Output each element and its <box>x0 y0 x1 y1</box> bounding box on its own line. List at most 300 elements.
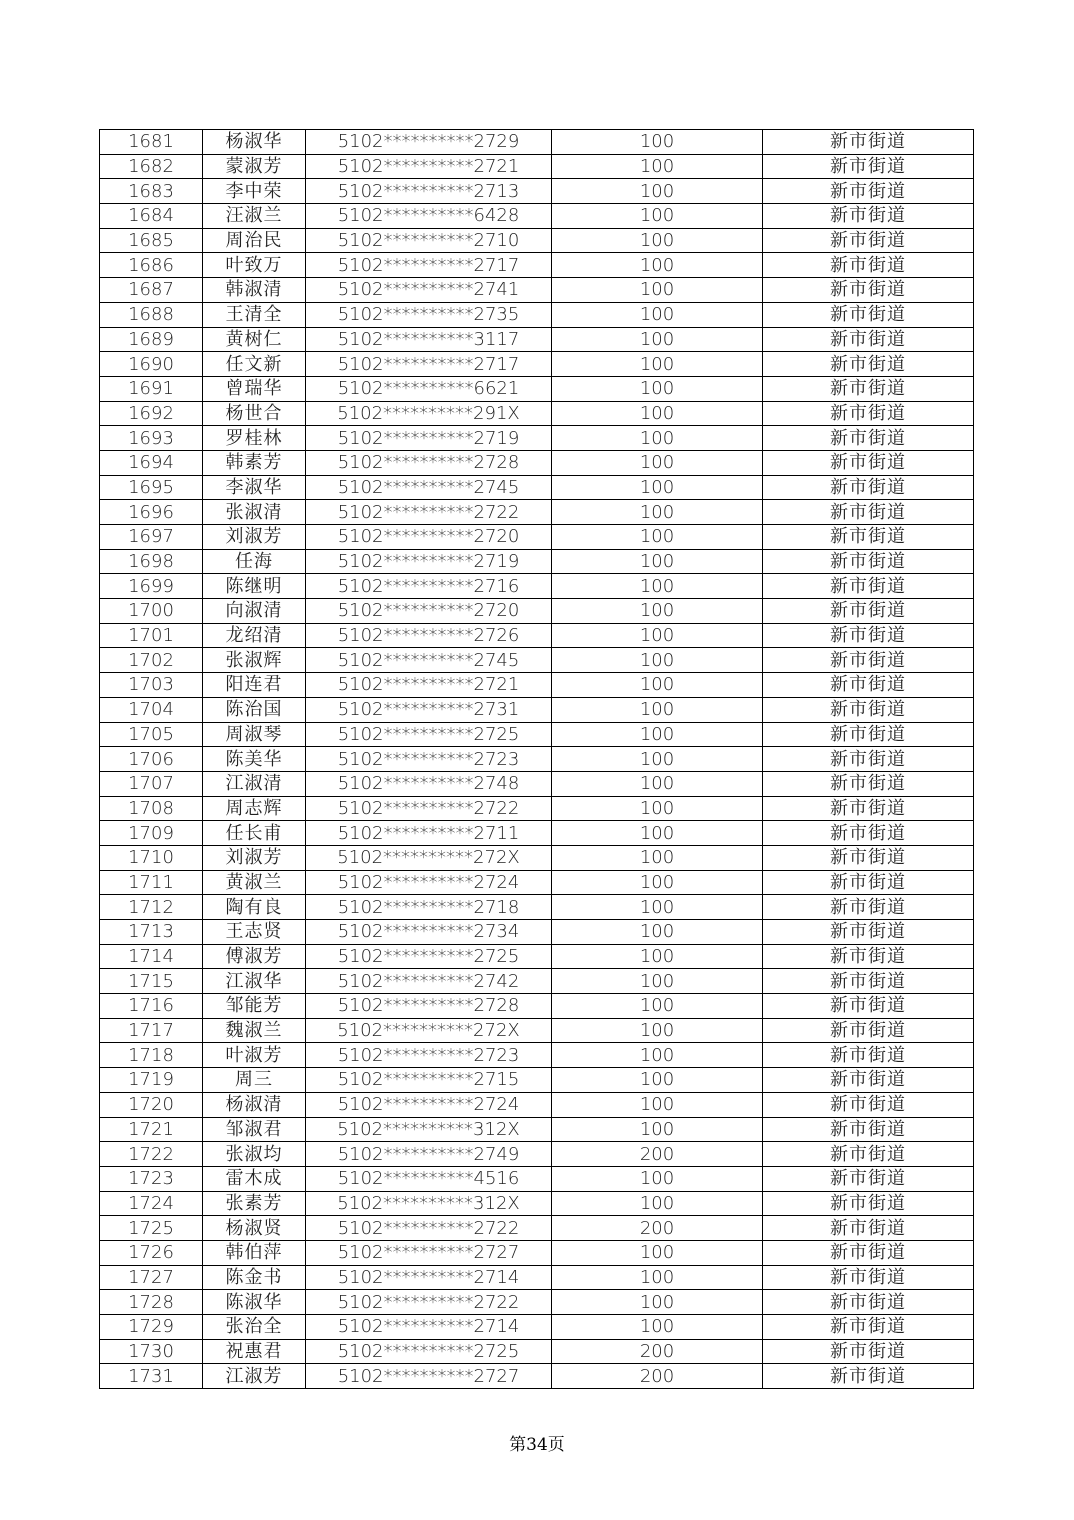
street-cell: 新市街道 <box>763 302 974 327</box>
amount-cell: 100 <box>552 1068 763 1093</box>
row-number-cell: 1689 <box>100 327 203 352</box>
name-cell: 陈金书 <box>203 1265 306 1290</box>
id-number-cell: 5102**********2713 <box>306 179 552 204</box>
street-cell: 新市街道 <box>763 352 974 377</box>
amount-cell: 100 <box>552 895 763 920</box>
amount-cell: 100 <box>552 179 763 204</box>
street-cell: 新市街道 <box>763 179 974 204</box>
amount-cell: 100 <box>552 1092 763 1117</box>
street-cell: 新市街道 <box>763 1092 974 1117</box>
name-cell: 邹淑君 <box>203 1117 306 1142</box>
amount-cell: 100 <box>552 994 763 1019</box>
name-cell: 李淑华 <box>203 475 306 500</box>
street-cell: 新市街道 <box>763 475 974 500</box>
row-number-cell: 1723 <box>100 1166 203 1191</box>
row-number-cell: 1712 <box>100 895 203 920</box>
id-number-cell: 5102**********2716 <box>306 574 552 599</box>
street-cell: 新市街道 <box>763 401 974 426</box>
street-cell: 新市街道 <box>763 722 974 747</box>
id-number-cell: 5102**********2723 <box>306 1043 552 1068</box>
street-cell: 新市街道 <box>763 969 974 994</box>
id-number-cell: 5102**********2714 <box>306 1265 552 1290</box>
table-row <box>100 623 974 648</box>
row-number-cell: 1683 <box>100 179 203 204</box>
table-row <box>100 1290 974 1315</box>
name-cell: 王志贤 <box>203 920 306 945</box>
row-number-cell: 1695 <box>100 475 203 500</box>
table-row <box>100 920 974 945</box>
table-row <box>100 154 974 179</box>
name-cell: 周淑琴 <box>203 722 306 747</box>
amount-cell: 100 <box>552 549 763 574</box>
id-number-cell: 5102**********6428 <box>306 204 552 229</box>
name-cell: 张淑均 <box>203 1142 306 1167</box>
table-row <box>100 1216 974 1241</box>
table-row <box>100 771 974 796</box>
row-number-cell: 1701 <box>100 623 203 648</box>
name-cell: 杨淑华 <box>203 130 306 155</box>
street-cell: 新市街道 <box>763 327 974 352</box>
street-cell: 新市街道 <box>763 1265 974 1290</box>
amount-cell: 100 <box>552 969 763 994</box>
row-number-cell: 1696 <box>100 500 203 525</box>
street-cell: 新市街道 <box>763 549 974 574</box>
id-number-cell: 5102**********2711 <box>306 821 552 846</box>
id-number-cell: 5102**********2749 <box>306 1142 552 1167</box>
amount-cell: 100 <box>552 278 763 303</box>
table-row <box>100 327 974 352</box>
row-number-cell: 1690 <box>100 352 203 377</box>
amount-cell: 100 <box>552 821 763 846</box>
table-row <box>100 697 974 722</box>
table-row <box>100 747 974 772</box>
table-row <box>100 648 974 673</box>
id-number-cell: 5102**********2735 <box>306 302 552 327</box>
amount-cell: 100 <box>552 1166 763 1191</box>
street-cell: 新市街道 <box>763 278 974 303</box>
street-cell: 新市街道 <box>763 648 974 673</box>
id-number-cell: 5102**********2722 <box>306 796 552 821</box>
amount-cell: 100 <box>552 500 763 525</box>
name-cell: 杨世合 <box>203 401 306 426</box>
table-row <box>100 352 974 377</box>
table-row <box>100 278 974 303</box>
table-row <box>100 1339 974 1364</box>
amount-cell: 100 <box>552 944 763 969</box>
id-number-cell: 5102**********2715 <box>306 1068 552 1093</box>
amount-cell: 100 <box>552 401 763 426</box>
row-number-cell: 1693 <box>100 426 203 451</box>
id-number-cell: 5102**********2719 <box>306 426 552 451</box>
amount-cell: 100 <box>552 648 763 673</box>
street-cell: 新市街道 <box>763 1315 974 1340</box>
table-row <box>100 525 974 550</box>
id-number-cell: 5102**********2718 <box>306 895 552 920</box>
amount-cell: 100 <box>552 1191 763 1216</box>
id-number-cell: 5102**********2734 <box>306 920 552 945</box>
row-number-cell: 1704 <box>100 697 203 722</box>
table-row <box>100 450 974 475</box>
name-cell: 杨淑贤 <box>203 1216 306 1241</box>
table-row <box>100 1043 974 1068</box>
row-number-cell: 1692 <box>100 401 203 426</box>
table-row <box>100 574 974 599</box>
id-number-cell: 5102**********2725 <box>306 944 552 969</box>
row-number-cell: 1700 <box>100 599 203 624</box>
table-row <box>100 1166 974 1191</box>
name-cell: 张治全 <box>203 1315 306 1340</box>
table-row <box>100 228 974 253</box>
name-cell: 任文新 <box>203 352 306 377</box>
row-number-cell: 1682 <box>100 154 203 179</box>
id-number-cell: 5102**********2720 <box>306 525 552 550</box>
row-number-cell: 1691 <box>100 376 203 401</box>
id-number-cell: 5102**********2724 <box>306 870 552 895</box>
amount-cell: 100 <box>552 845 763 870</box>
street-cell: 新市街道 <box>763 623 974 648</box>
street-cell: 新市街道 <box>763 920 974 945</box>
table-row <box>100 673 974 698</box>
id-number-cell: 5102**********272X <box>306 1018 552 1043</box>
table-row <box>100 130 974 155</box>
row-number-cell: 1706 <box>100 747 203 772</box>
row-number-cell: 1702 <box>100 648 203 673</box>
row-number-cell: 1717 <box>100 1018 203 1043</box>
row-number-cell: 1720 <box>100 1092 203 1117</box>
table-row <box>100 475 974 500</box>
street-cell: 新市街道 <box>763 796 974 821</box>
name-cell: 张淑清 <box>203 500 306 525</box>
amount-cell: 100 <box>552 450 763 475</box>
name-cell: 罗桂林 <box>203 426 306 451</box>
id-number-cell: 5102**********2714 <box>306 1315 552 1340</box>
row-number-cell: 1698 <box>100 549 203 574</box>
name-cell: 任长甫 <box>203 821 306 846</box>
row-number-cell: 1687 <box>100 278 203 303</box>
id-number-cell: 5102**********2745 <box>306 475 552 500</box>
table-row <box>100 1117 974 1142</box>
street-cell: 新市街道 <box>763 747 974 772</box>
name-cell: 叶致万 <box>203 253 306 278</box>
id-number-cell: 5102**********2710 <box>306 228 552 253</box>
street-cell: 新市街道 <box>763 376 974 401</box>
id-number-cell: 5102**********2729 <box>306 130 552 155</box>
street-cell: 新市街道 <box>763 253 974 278</box>
id-number-cell: 5102**********2723 <box>306 747 552 772</box>
row-number-cell: 1715 <box>100 969 203 994</box>
table-row <box>100 1364 974 1389</box>
name-cell: 黄树仁 <box>203 327 306 352</box>
street-cell: 新市街道 <box>763 599 974 624</box>
id-number-cell: 5102**********2727 <box>306 1240 552 1265</box>
street-cell: 新市街道 <box>763 994 974 1019</box>
name-cell: 王清全 <box>203 302 306 327</box>
table-row <box>100 845 974 870</box>
id-number-cell: 5102**********2721 <box>306 154 552 179</box>
row-number-cell: 1725 <box>100 1216 203 1241</box>
id-number-cell: 5102**********2722 <box>306 500 552 525</box>
street-cell: 新市街道 <box>763 944 974 969</box>
id-number-cell: 5102**********6621 <box>306 376 552 401</box>
street-cell: 新市街道 <box>763 771 974 796</box>
name-cell: 陈继明 <box>203 574 306 599</box>
table-row <box>100 994 974 1019</box>
id-number-cell: 5102**********2725 <box>306 1339 552 1364</box>
street-cell: 新市街道 <box>763 1240 974 1265</box>
amount-cell: 100 <box>552 870 763 895</box>
id-number-cell: 5102**********2722 <box>306 1290 552 1315</box>
id-number-cell: 5102**********2748 <box>306 771 552 796</box>
amount-cell: 100 <box>552 302 763 327</box>
table-row <box>100 376 974 401</box>
name-cell: 韩淑清 <box>203 278 306 303</box>
table-row <box>100 1018 974 1043</box>
amount-cell: 200 <box>552 1216 763 1241</box>
row-number-cell: 1686 <box>100 253 203 278</box>
name-cell: 曾瑞华 <box>203 376 306 401</box>
name-cell: 阳连君 <box>203 673 306 698</box>
id-number-cell: 5102**********2719 <box>306 549 552 574</box>
name-cell: 雷木成 <box>203 1166 306 1191</box>
id-number-cell: 5102**********312X <box>306 1191 552 1216</box>
amount-cell: 100 <box>552 722 763 747</box>
name-cell: 江淑华 <box>203 969 306 994</box>
street-cell: 新市街道 <box>763 1043 974 1068</box>
row-number-cell: 1707 <box>100 771 203 796</box>
street-cell: 新市街道 <box>763 1216 974 1241</box>
amount-cell: 100 <box>552 130 763 155</box>
name-cell: 韩伯萍 <box>203 1240 306 1265</box>
street-cell: 新市街道 <box>763 870 974 895</box>
street-cell: 新市街道 <box>763 1068 974 1093</box>
id-number-cell: 5102**********2745 <box>306 648 552 673</box>
table-row <box>100 969 974 994</box>
row-number-cell: 1714 <box>100 944 203 969</box>
id-number-cell: 5102**********312X <box>306 1117 552 1142</box>
row-number-cell: 1684 <box>100 204 203 229</box>
name-cell: 黄淑兰 <box>203 870 306 895</box>
name-cell: 陈美华 <box>203 747 306 772</box>
amount-cell: 100 <box>552 1315 763 1340</box>
row-number-cell: 1703 <box>100 673 203 698</box>
table-row <box>100 500 974 525</box>
name-cell: 周治民 <box>203 228 306 253</box>
table-row <box>100 895 974 920</box>
amount-cell: 100 <box>552 228 763 253</box>
row-number-cell: 1694 <box>100 450 203 475</box>
amount-cell: 100 <box>552 796 763 821</box>
row-number-cell: 1688 <box>100 302 203 327</box>
street-cell: 新市街道 <box>763 450 974 475</box>
id-number-cell: 5102**********291X <box>306 401 552 426</box>
street-cell: 新市街道 <box>763 228 974 253</box>
row-number-cell: 1727 <box>100 1265 203 1290</box>
id-number-cell: 5102**********3117 <box>306 327 552 352</box>
id-number-cell: 5102**********2726 <box>306 623 552 648</box>
table-row <box>100 796 974 821</box>
row-number-cell: 1711 <box>100 870 203 895</box>
street-cell: 新市街道 <box>763 426 974 451</box>
id-number-cell: 5102**********2721 <box>306 673 552 698</box>
row-number-cell: 1731 <box>100 1364 203 1389</box>
street-cell: 新市街道 <box>763 1142 974 1167</box>
name-cell: 陈淑华 <box>203 1290 306 1315</box>
amount-cell: 100 <box>552 623 763 648</box>
row-number-cell: 1699 <box>100 574 203 599</box>
name-cell: 陈治国 <box>203 697 306 722</box>
amount-cell: 100 <box>552 1117 763 1142</box>
id-number-cell: 5102**********2717 <box>306 352 552 377</box>
name-cell: 杨淑清 <box>203 1092 306 1117</box>
recipient-table <box>99 129 974 1389</box>
street-cell: 新市街道 <box>763 130 974 155</box>
id-number-cell: 5102**********2731 <box>306 697 552 722</box>
table-row <box>100 179 974 204</box>
amount-cell: 100 <box>552 376 763 401</box>
street-cell: 新市街道 <box>763 1191 974 1216</box>
name-cell: 龙绍清 <box>203 623 306 648</box>
row-number-cell: 1718 <box>100 1043 203 1068</box>
table-row <box>100 253 974 278</box>
table-row <box>100 1315 974 1340</box>
table-row <box>100 549 974 574</box>
name-cell: 向淑清 <box>203 599 306 624</box>
street-cell: 新市街道 <box>763 154 974 179</box>
table-row <box>100 944 974 969</box>
table-row <box>100 302 974 327</box>
amount-cell: 200 <box>552 1364 763 1389</box>
table-row <box>100 599 974 624</box>
amount-cell: 100 <box>552 204 763 229</box>
id-number-cell: 5102**********2724 <box>306 1092 552 1117</box>
data-table-container <box>99 129 973 1389</box>
street-cell: 新市街道 <box>763 500 974 525</box>
street-cell: 新市街道 <box>763 525 974 550</box>
table-row <box>100 401 974 426</box>
name-cell: 江淑芳 <box>203 1364 306 1389</box>
name-cell: 周三 <box>203 1068 306 1093</box>
table-row <box>100 1068 974 1093</box>
row-number-cell: 1697 <box>100 525 203 550</box>
amount-cell: 100 <box>552 574 763 599</box>
id-number-cell: 5102**********2741 <box>306 278 552 303</box>
name-cell: 陶有良 <box>203 895 306 920</box>
row-number-cell: 1729 <box>100 1315 203 1340</box>
amount-cell: 100 <box>552 1240 763 1265</box>
row-number-cell: 1710 <box>100 845 203 870</box>
street-cell: 新市街道 <box>763 1290 974 1315</box>
amount-cell: 100 <box>552 1265 763 1290</box>
row-number-cell: 1709 <box>100 821 203 846</box>
table-row <box>100 426 974 451</box>
amount-cell: 100 <box>552 1043 763 1068</box>
amount-cell: 100 <box>552 525 763 550</box>
amount-cell: 100 <box>552 352 763 377</box>
amount-cell: 100 <box>552 673 763 698</box>
name-cell: 韩素芳 <box>203 450 306 475</box>
id-number-cell: 5102**********2725 <box>306 722 552 747</box>
row-number-cell: 1705 <box>100 722 203 747</box>
name-cell: 刘淑芳 <box>203 845 306 870</box>
id-number-cell: 5102**********2742 <box>306 969 552 994</box>
street-cell: 新市街道 <box>763 697 974 722</box>
name-cell: 邹能芳 <box>203 994 306 1019</box>
row-number-cell: 1716 <box>100 994 203 1019</box>
row-number-cell: 1726 <box>100 1240 203 1265</box>
street-cell: 新市街道 <box>763 1364 974 1389</box>
table-row <box>100 204 974 229</box>
name-cell: 江淑清 <box>203 771 306 796</box>
id-number-cell: 5102**********2722 <box>306 1216 552 1241</box>
id-number-cell: 5102**********272X <box>306 845 552 870</box>
id-number-cell: 5102**********2717 <box>306 253 552 278</box>
amount-cell: 200 <box>552 1142 763 1167</box>
street-cell: 新市街道 <box>763 1339 974 1364</box>
amount-cell: 200 <box>552 1339 763 1364</box>
table-row <box>100 1240 974 1265</box>
street-cell: 新市街道 <box>763 1166 974 1191</box>
row-number-cell: 1685 <box>100 228 203 253</box>
amount-cell: 100 <box>552 1290 763 1315</box>
amount-cell: 100 <box>552 1018 763 1043</box>
table-row <box>100 870 974 895</box>
row-number-cell: 1681 <box>100 130 203 155</box>
name-cell: 叶淑芳 <box>203 1043 306 1068</box>
id-number-cell: 5102**********2728 <box>306 450 552 475</box>
street-cell: 新市街道 <box>763 673 974 698</box>
table-body <box>100 130 974 1389</box>
name-cell: 张素芳 <box>203 1191 306 1216</box>
amount-cell: 100 <box>552 920 763 945</box>
name-cell: 傅淑芳 <box>203 944 306 969</box>
table-row <box>100 821 974 846</box>
row-number-cell: 1708 <box>100 796 203 821</box>
row-number-cell: 1724 <box>100 1191 203 1216</box>
street-cell: 新市街道 <box>763 204 974 229</box>
row-number-cell: 1728 <box>100 1290 203 1315</box>
row-number-cell: 1719 <box>100 1068 203 1093</box>
name-cell: 刘淑芳 <box>203 525 306 550</box>
id-number-cell: 5102**********2728 <box>306 994 552 1019</box>
amount-cell: 100 <box>552 327 763 352</box>
amount-cell: 100 <box>552 771 763 796</box>
row-number-cell: 1721 <box>100 1117 203 1142</box>
street-cell: 新市街道 <box>763 895 974 920</box>
name-cell: 蒙淑芳 <box>203 154 306 179</box>
amount-cell: 100 <box>552 599 763 624</box>
table-row <box>100 1191 974 1216</box>
amount-cell: 100 <box>552 747 763 772</box>
id-number-cell: 5102**********2720 <box>306 599 552 624</box>
name-cell: 祝惠君 <box>203 1339 306 1364</box>
row-number-cell: 1730 <box>100 1339 203 1364</box>
id-number-cell: 5102**********2727 <box>306 1364 552 1389</box>
name-cell: 任海 <box>203 549 306 574</box>
street-cell: 新市街道 <box>763 1018 974 1043</box>
street-cell: 新市街道 <box>763 845 974 870</box>
amount-cell: 100 <box>552 154 763 179</box>
street-cell: 新市街道 <box>763 1117 974 1142</box>
amount-cell: 100 <box>552 426 763 451</box>
street-cell: 新市街道 <box>763 821 974 846</box>
table-row <box>100 1265 974 1290</box>
row-number-cell: 1722 <box>100 1142 203 1167</box>
amount-cell: 100 <box>552 475 763 500</box>
table-row <box>100 1092 974 1117</box>
amount-cell: 100 <box>552 253 763 278</box>
name-cell: 魏淑兰 <box>203 1018 306 1043</box>
amount-cell: 100 <box>552 697 763 722</box>
